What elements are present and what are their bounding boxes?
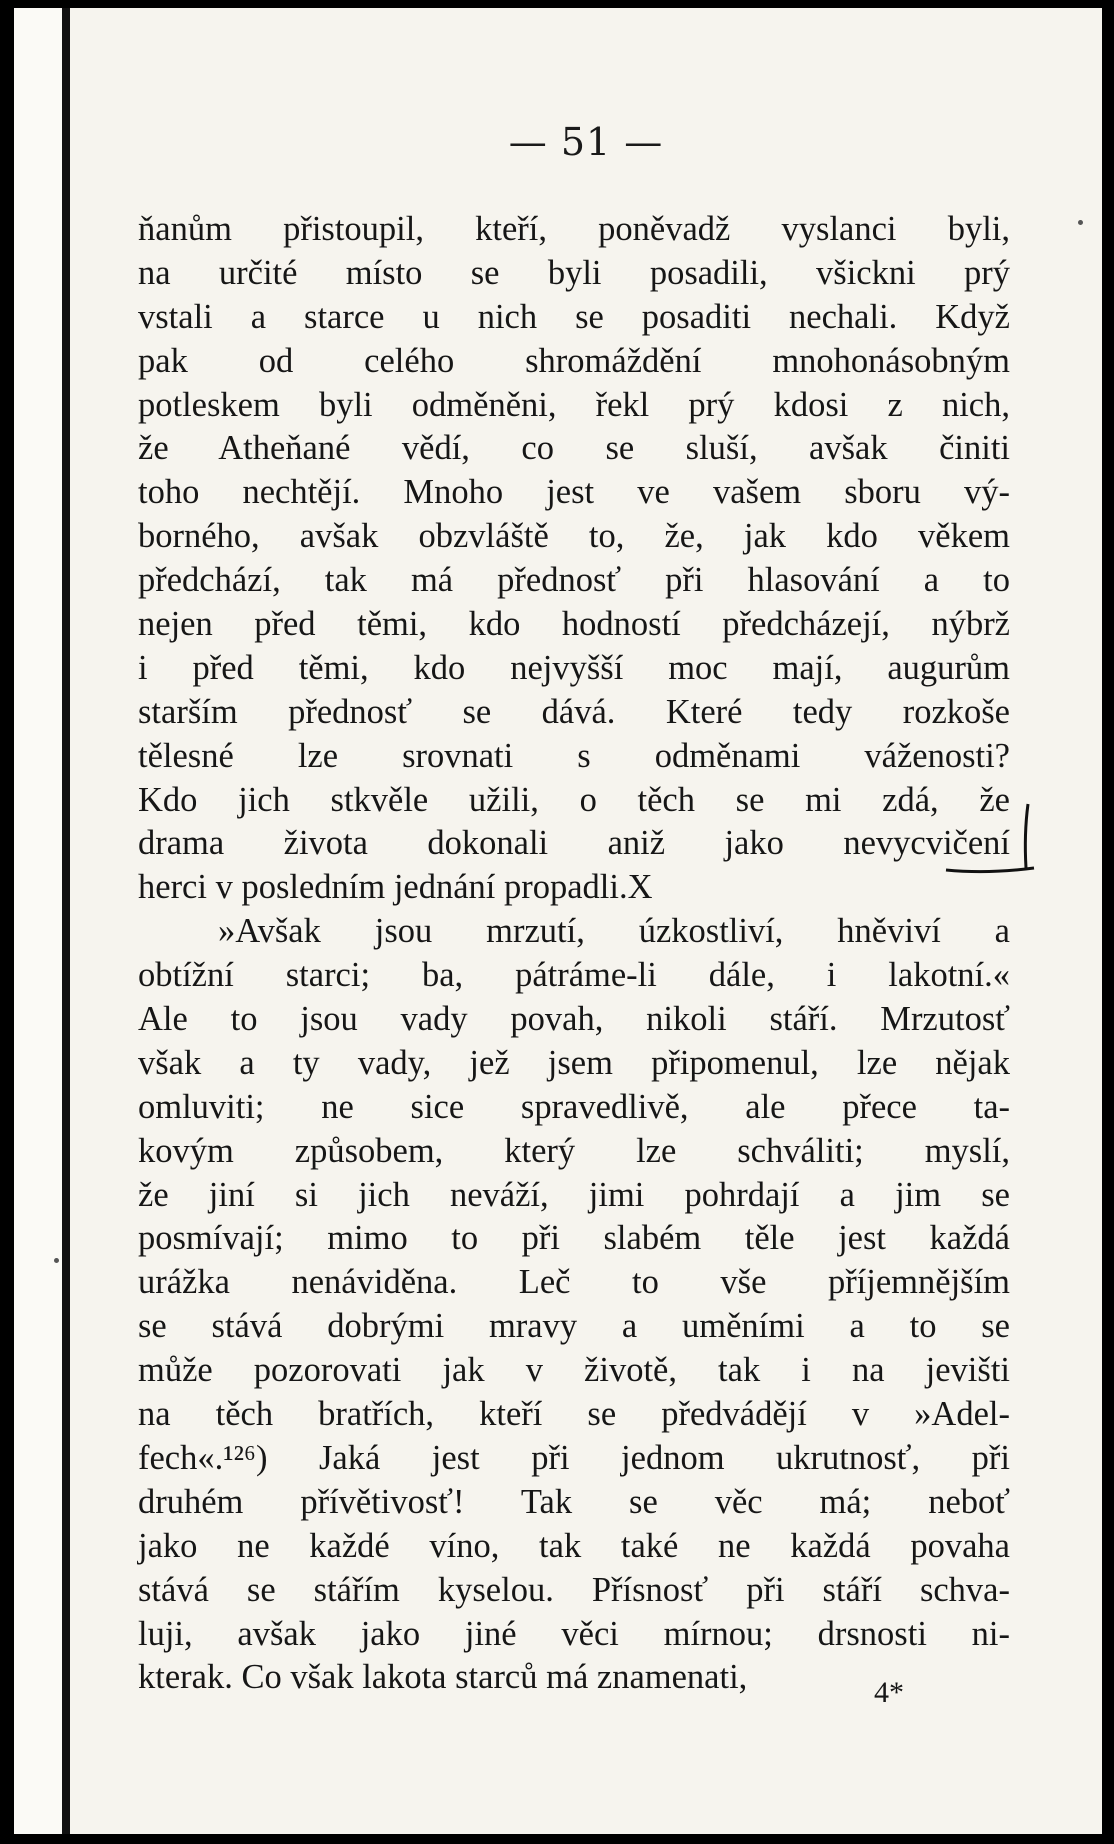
text-line: kterak. Co však lakota starců má znamenati, [138,1658,748,1697]
text-line: drama života dokonali aniž jako nevycvičení [138,824,1010,863]
text-line: jako ne každé víno, tak také ne každá povaha [138,1526,1010,1565]
text-line: omluviti; ne sice spravedlivě, ale přece ta- [138,1087,1010,1126]
text-line: »Avšak jsou mrzutí, úzkostliví, hněviví a [218,912,1010,951]
text-line: fech«.¹²⁶) Jaká jest při jednom ukrutnosť, při [138,1438,1010,1477]
text-line: se stává dobrými mravy a uměními a to se [138,1307,1010,1346]
speck-mark [54,1258,59,1263]
text-line: tělesné lze srovnati s odměnami váženosti? [138,736,1010,775]
text-line: luji, avšak jako jiné věci mírnou; drsnosti ni- [138,1614,1010,1653]
text-line: i před těmi, kdo nejvyšší moc mají, augurům [138,648,1010,687]
text-line: kovým způsobem, který lze schváliti; myslí, [138,1131,1010,1170]
page-number: — 51 — [508,120,664,164]
text-line: potleskem byli odměněni, řekl prý kdosi z nich, [138,385,1010,424]
text-line: stává se stářím kyselou. Přísnosť při stáří schva- [138,1570,1010,1609]
text-line: nejen před těmi, kdo hodností předcházejí, nýbrž [138,605,1010,644]
text-line: že jiní si jich neváží, jimi pohrdají a jim se [138,1175,1010,1214]
signature-mark: 4* [874,1676,904,1709]
text-line: předchází, tak má přednosť při hlasování a to [138,561,1010,600]
body-text [138,208,1010,1700]
text-line: posmívají; mimo to při slabém těle jest každá [138,1219,1010,1258]
text-line: ňanům přistoupil, kteří, poněvadž vyslanci byli, [138,210,1010,248]
text-line: starším přednosť se dává. Které tedy rozkoše [138,692,1010,731]
text-line: pak od celého shromáždění mnohonásobným [138,341,1010,380]
text-line: na těch bratřích, kteří se předvádějí v »Adel- [138,1395,1010,1434]
text-line: druhém přívětivosť! Tak se věc má; neboť [138,1482,1010,1521]
text-line: že Atheňané vědí, co se sluší, avšak činiti [138,429,1010,468]
text-line: borného, avšak obzvláště to, že, jak kdo věkem [138,517,1010,556]
text-line: obtížní starci; ba, pátráme-li dále, i lakotní.« [138,956,1010,995]
text-line: může pozorovati jak v životě, tak i na jevišti [138,1351,1010,1390]
text-line: Ale to jsou vady povah, nikoli stáří. Mrzutosť [138,1000,1010,1039]
page-gutter [14,8,70,1834]
handwritten-insertion-mark [938,798,1038,878]
book-page [14,8,1102,1834]
text-line: toho nechtějí. Mnoho jest ve vašem sboru vý- [138,473,1010,512]
text-line: však a ty vady, jež jsem připomenul, lze nějak [138,1043,1010,1082]
text-line: na určité místo se byli posadili, všickni prý [138,253,1010,292]
text-line: vstali a starce u nich se posaditi nechali. Když [138,297,1010,336]
speck-mark [1078,220,1083,225]
text-line: herci v posledním jednání propadli.X [138,868,653,907]
text-line: urážka nenáviděna. Leč to vše příjemnějším [138,1263,1010,1302]
text-line: Kdo jich stkvěle užili, o těch se mi zdá, že [138,780,1010,819]
